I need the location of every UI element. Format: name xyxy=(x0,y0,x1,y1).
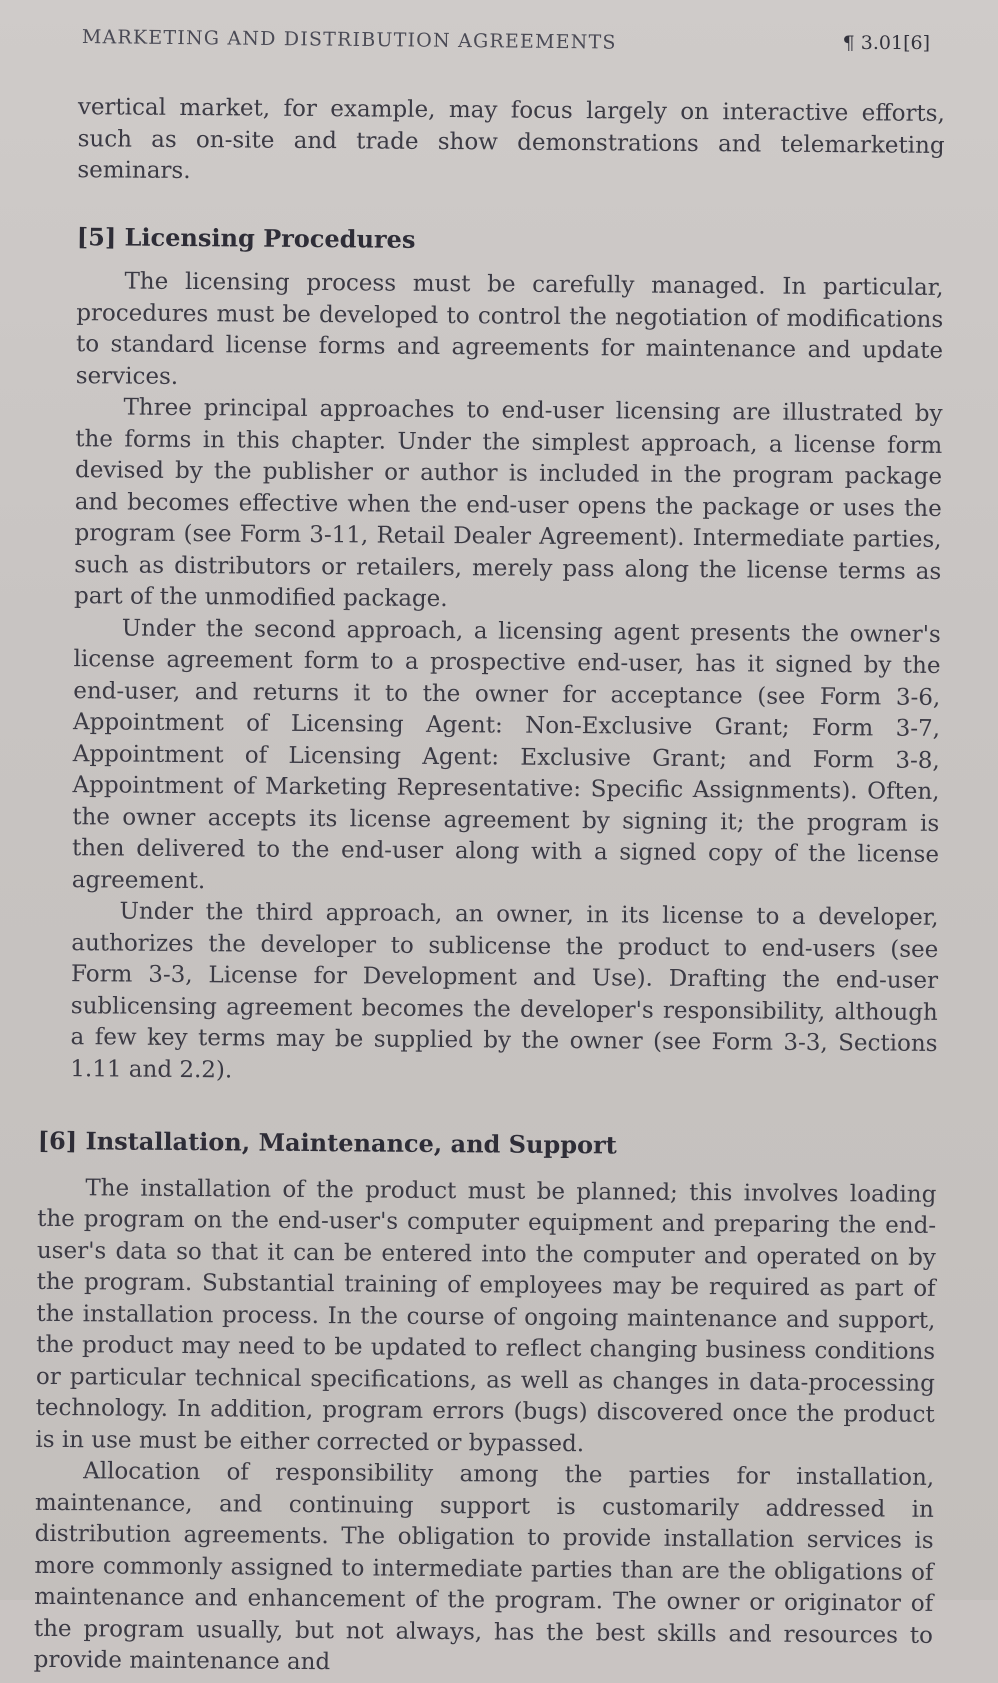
paragraph: Under the third approach, an owner, in its license to a developer, authorizes the developer to sublicense the product to end-users (see Form 3-3, License for Development and Use). Drafting the end-user sublicensing agreement becomes the developer's responsibility, although a few key terms may be supplied by the owner (see Form 3-3, Sections 1.11 and 2.2). xyxy=(70,898,939,1083)
paragraph: Under the second approach, a licensing agent presents the owner's license agreement form to a prospective end-user, has it signed by the end-user, and returns it to the owner for acceptance (see Form 3-6, Appointment of Licensing Agent: Non-Exclusive Grant; Form 3-7, Appointment of Licensing Agent: Exclusive Grant; and Form 3-8, Appointment of Marketing Representative: Specific Assignments). Often, the owner accepts its license agreement by signing it; the program is then delivered to the end-user along with a signed copy of the license agreement. xyxy=(71,615,941,894)
paragraph: The licensing process must be carefully managed. In particular, procedures must be developed to control the negotiation of modifications to standard license forms and agreements for maintenance and update services. xyxy=(75,268,944,390)
section-number: ¶ 3.01[6] xyxy=(842,32,930,54)
paragraph: Three principal approaches to end-user licensing are illustrated by the forms in this chapter. Under the simplest approach, a license form devised by the publisher or author is included in the program package and becomes effective when the end-user opens the package or uses the program (see Form 3-11, Retail Dealer Agreement). Intermediate parties, such as distributors or retailers, merely pass along the license terms as part of the unmodified package. xyxy=(73,394,943,613)
page-header xyxy=(82,26,938,56)
page-body xyxy=(33,92,945,1683)
running-head: MARKETING AND DISTRIBUTION AGREEMENTS xyxy=(81,26,617,54)
section-6-heading: [6] Installation, Maintenance, and Support xyxy=(37,1125,617,1160)
section-5-body xyxy=(52,266,943,1092)
section-6-body xyxy=(34,1172,937,1683)
paragraph: The installation of the product must be planned; this involves loading the program on the end-user's computer equipment and preparing the end-user's data so that it can be entered into the computer and operated on by the program. Substantial training of employees may be required as part of the installation process. In the course of ongoing maintenance and support, the product may need to be updated to reflect changing business conditions or particular technical specifications, as well as changes in data-processing technology. In addition, program errors (bugs) discovered once the product is in use must be either corrected or bypassed. xyxy=(35,1174,937,1457)
section-5-heading: [5] Licensing Procedures xyxy=(76,221,416,254)
paragraph: Allocation of responsibility among the parties for installation, maintenance, and continuing support is customarily addressed in distribution agreements. The obligation to provide installation services is more commonly assigned to intermediate parties than are the obligations of maintenance and enhancement of the program. The owner or originator of the program usually, but not always, has the best skills and resources to provide maintenance and xyxy=(33,1458,935,1676)
carryover-paragraph: vertical market, for example, may focus largely on interactive efforts, such as on-site and trade show demonstrations and telemarketing seminars. xyxy=(77,94,945,185)
